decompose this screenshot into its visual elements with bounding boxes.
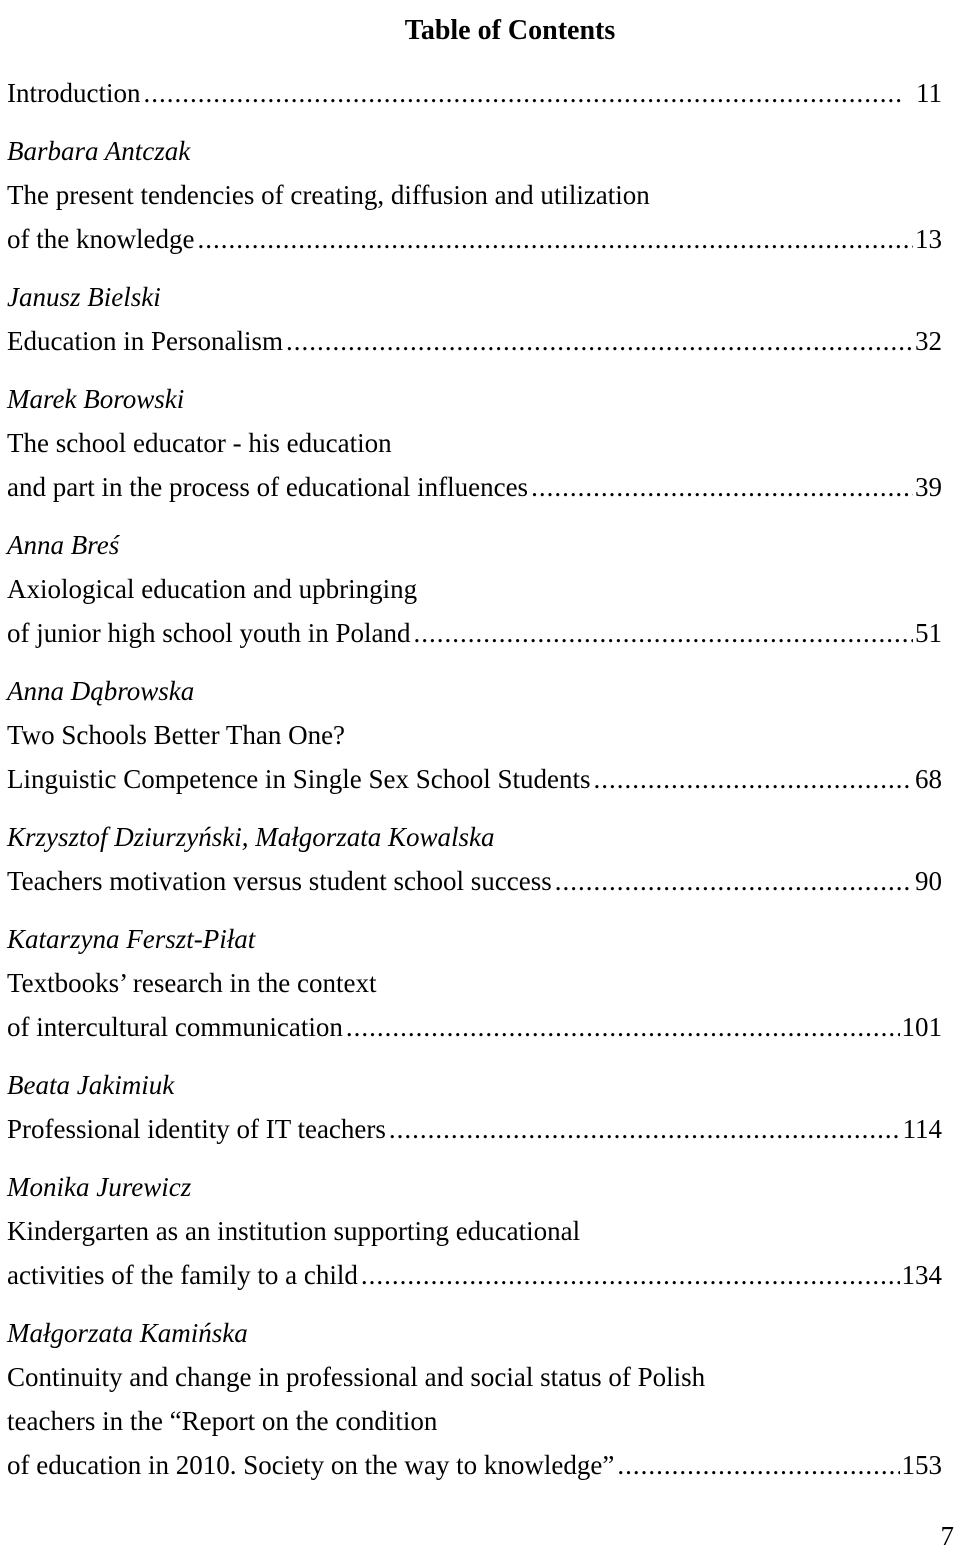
toc-title-row — [7, 217, 942, 261]
toc-page-number: 32 — [915, 326, 942, 356]
toc-title-row — [7, 1253, 942, 1297]
toc-title-row — [7, 1005, 942, 1049]
page-title: Table of Contents — [404, 14, 616, 46]
toc-title-line: Education in Personalism — [7, 326, 283, 356]
toc-entry[interactable] — [7, 523, 942, 655]
toc-title-line: Professional identity of IT teachers — [7, 1114, 386, 1144]
toc-entry[interactable] — [7, 377, 942, 509]
toc-entry[interactable] — [7, 815, 942, 903]
dot-leader — [389, 1107, 901, 1151]
toc-title-line: activities of the family to a child — [7, 1260, 358, 1290]
toc-title-line: of education in 2010. Society on the way to knowledge” — [7, 1450, 615, 1480]
toc-title-row — [7, 1107, 942, 1151]
toc-title-line: Kindergarten as an institution supporting educational — [7, 1216, 581, 1246]
toc-author: Małgorzata Kamińska — [7, 1318, 248, 1348]
toc-page-number: 68 — [915, 764, 942, 794]
toc-entry[interactable] — [7, 275, 942, 363]
toc-title-row — [7, 859, 942, 903]
toc-author: Katarzyna Ferszt-Piłat — [7, 924, 256, 954]
toc-title-line: and part in the process of educational influences — [7, 472, 529, 502]
toc-title-line: of intercultural communication — [7, 1012, 343, 1042]
toc-title-row — [7, 319, 942, 363]
toc-title-line: of the knowledge — [7, 224, 195, 254]
toc-title-row — [7, 465, 942, 509]
toc-page-number: 90 — [915, 866, 942, 896]
toc-title-line: The present tendencies of creating, diffusion and utilization — [7, 180, 650, 210]
dot-leader — [361, 1253, 900, 1297]
toc-author: Monika Jurewicz — [7, 1172, 192, 1202]
toc-author: Beata Jakimiuk — [7, 1070, 175, 1100]
toc-title-line: of junior high school youth in Poland — [7, 618, 411, 648]
dot-leader — [617, 1443, 899, 1487]
toc-title-line: Teachers motivation versus student school success — [7, 866, 552, 896]
toc-entry[interactable] — [7, 1311, 942, 1487]
toc-page-number: 51 — [915, 618, 942, 648]
toc-title-line: Introduction — [7, 78, 141, 108]
dot-leader — [286, 319, 913, 363]
toc-page-number: 134 — [901, 1260, 942, 1290]
toc-title-row — [7, 611, 942, 655]
toc-title-line: Textbooks’ research in the context — [7, 968, 377, 998]
toc-author: Krzysztof Dziurzyński, Małgorzata Kowalska — [7, 822, 495, 852]
toc-page-number: 153 — [901, 1450, 942, 1480]
dot-leader — [555, 859, 913, 903]
dot-leader — [143, 71, 902, 115]
toc-author: Anna Dąbrowska — [7, 676, 195, 706]
dot-leader — [413, 611, 913, 655]
toc-author: Anna Breś — [7, 530, 120, 560]
toc-entry[interactable] — [7, 1165, 942, 1297]
toc-title-line: Linguistic Competence in Single Sex School Students — [7, 764, 591, 794]
page-number: 7 — [940, 1521, 954, 1551]
toc-page-number: 11 — [916, 78, 942, 108]
toc-author: Barbara Antczak — [7, 136, 191, 166]
toc-title-row — [7, 1443, 942, 1487]
toc-page-number: 13 — [915, 224, 942, 254]
toc-page-number: 101 — [901, 1012, 942, 1042]
toc-author: Janusz Bielski — [7, 282, 161, 312]
toc-title-line: The school educator - his education — [7, 428, 392, 458]
dot-leader — [197, 217, 913, 261]
toc-author: Marek Borowski — [7, 384, 185, 414]
dot-leader — [346, 1005, 900, 1049]
toc-page-number: 114 — [902, 1114, 942, 1144]
toc-entry[interactable] — [7, 669, 942, 801]
toc-page-number: 39 — [915, 472, 942, 502]
table-of-contents — [7, 71, 942, 1501]
toc-entry[interactable] — [7, 1063, 942, 1151]
toc-title-row — [7, 757, 942, 801]
toc-entry[interactable] — [7, 917, 942, 1049]
dot-leader — [531, 465, 913, 509]
toc-title-row — [7, 71, 942, 115]
toc-entry[interactable] — [7, 71, 942, 115]
toc-title-line: Two Schools Better Than One? — [7, 720, 346, 750]
toc-title-line: Continuity and change in professional and social status of Polish — [7, 1362, 706, 1392]
dot-leader — [593, 757, 913, 801]
toc-title-line: teachers in the “Report on the condition — [7, 1406, 438, 1436]
toc-entry[interactable] — [7, 129, 942, 261]
toc-title-line: Axiological education and upbringing — [7, 574, 418, 604]
